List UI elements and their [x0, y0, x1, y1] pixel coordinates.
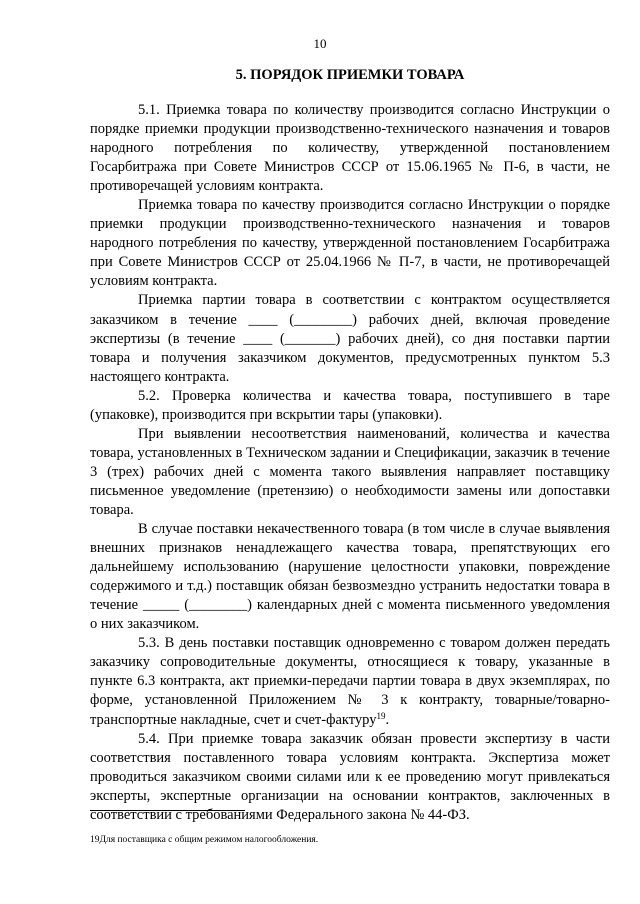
- paragraph-5-1: 5.1. Приемка товара по количеству производится согласно Инструкции о порядке приемки продукции производственно-технического назначения и товаров народного потребления по количеству, утвержденной постановлением Госарбитража при Совете Министров СССР от 15.06.1965 № П-6, в части, не противоречащей условиям контракта.: [90, 102, 610, 195]
- paragraph-5-2: 5.2. Проверка количества и качества товара, поступившего в таре (упаковке), производится при вскрытии тары (упаковки).: [90, 387, 610, 423]
- footnote-separator: [90, 810, 245, 811]
- paragraph-batch-acceptance: Приемка партии товара в соответствии с контрактом осуществляется заказчиком в течение ____ (________) рабочих дней, включая проведение экспертизы (в течение ____ (_______) рабочих дней), со дня поставки партии товара и получения заказчиком документов, предусмотренных пунктом 5.3 настоящего контракта.: [90, 292, 610, 385]
- page-number: 10: [313, 36, 327, 51]
- paragraph-5-4: 5.4. При приемке товара заказчик обязан провести экспертизу в части соответствия поставленного товара условиям контракта. Экспертиза может проводиться заказчиком своими силами или к ее проведению могут привлекаться эксперты, экспертные организации на основании контрактов, заключенных в соответствии с требованиями Федерального закона № 44-ФЗ.: [90, 730, 610, 823]
- paragraph-5-3-end: .: [385, 711, 390, 728]
- paragraph-quality-acceptance: Приемка товара по качеству производится согласно Инструкции о порядке приемки продукции производственно-технического назначения и товаров народного потребления по качеству, утвержденной постановлением Госарбитража при Совете Министров СССР от 25.04.1966 № П-7, в части, не противоречащей условиям контракта.: [90, 197, 610, 290]
- paragraph-discrepancy: При выявлении несоответствия наименований, количества и качества товара, установленных в Техническом задании и Спецификации, заказчик в течение 3 (трех) рабочих дней с момента такого выявления направляет поставщику письменное уведомление (претензию) о необходимости замены или допоставки товара.: [90, 425, 610, 518]
- paragraph-5-3-text: 5.3. В день поставки поставщик одновременно с товаром должен передать заказчику сопроводительные документы, относящиеся к товару, указанные в пункте 6.3 контракта, акт приемки-передачи партии товара в двух экземплярах, по форме, установленной Приложением № 3 к контракту, товарные/товарно-транспортные накладные, счет и счет-фактуру: [90, 635, 610, 728]
- section-title: 5. ПОРЯДОК ПРИЕМКИ ТОВАРА: [235, 67, 465, 83]
- footnote: 19Для поставщика с общим режимом налогообложения.: [90, 835, 319, 845]
- footnote-reference: 19: [376, 710, 386, 721]
- section-body: [90, 101, 610, 825]
- paragraph-defective-goods: В случае поставки некачественного товара (в том числе в случае выявления внешних признаков ненадлежащего качества товара, препятствующих его дальнейшему использованию (нарушение целостности упаковки, повреждение содержимого и т.д.) поставщик обязан безвозмездно устранить недостатки товара в течение _____ (________) календарных дней с момента письменного уведомления о них заказчиком.: [90, 521, 610, 633]
- paragraph-5-3: [90, 634, 610, 729]
